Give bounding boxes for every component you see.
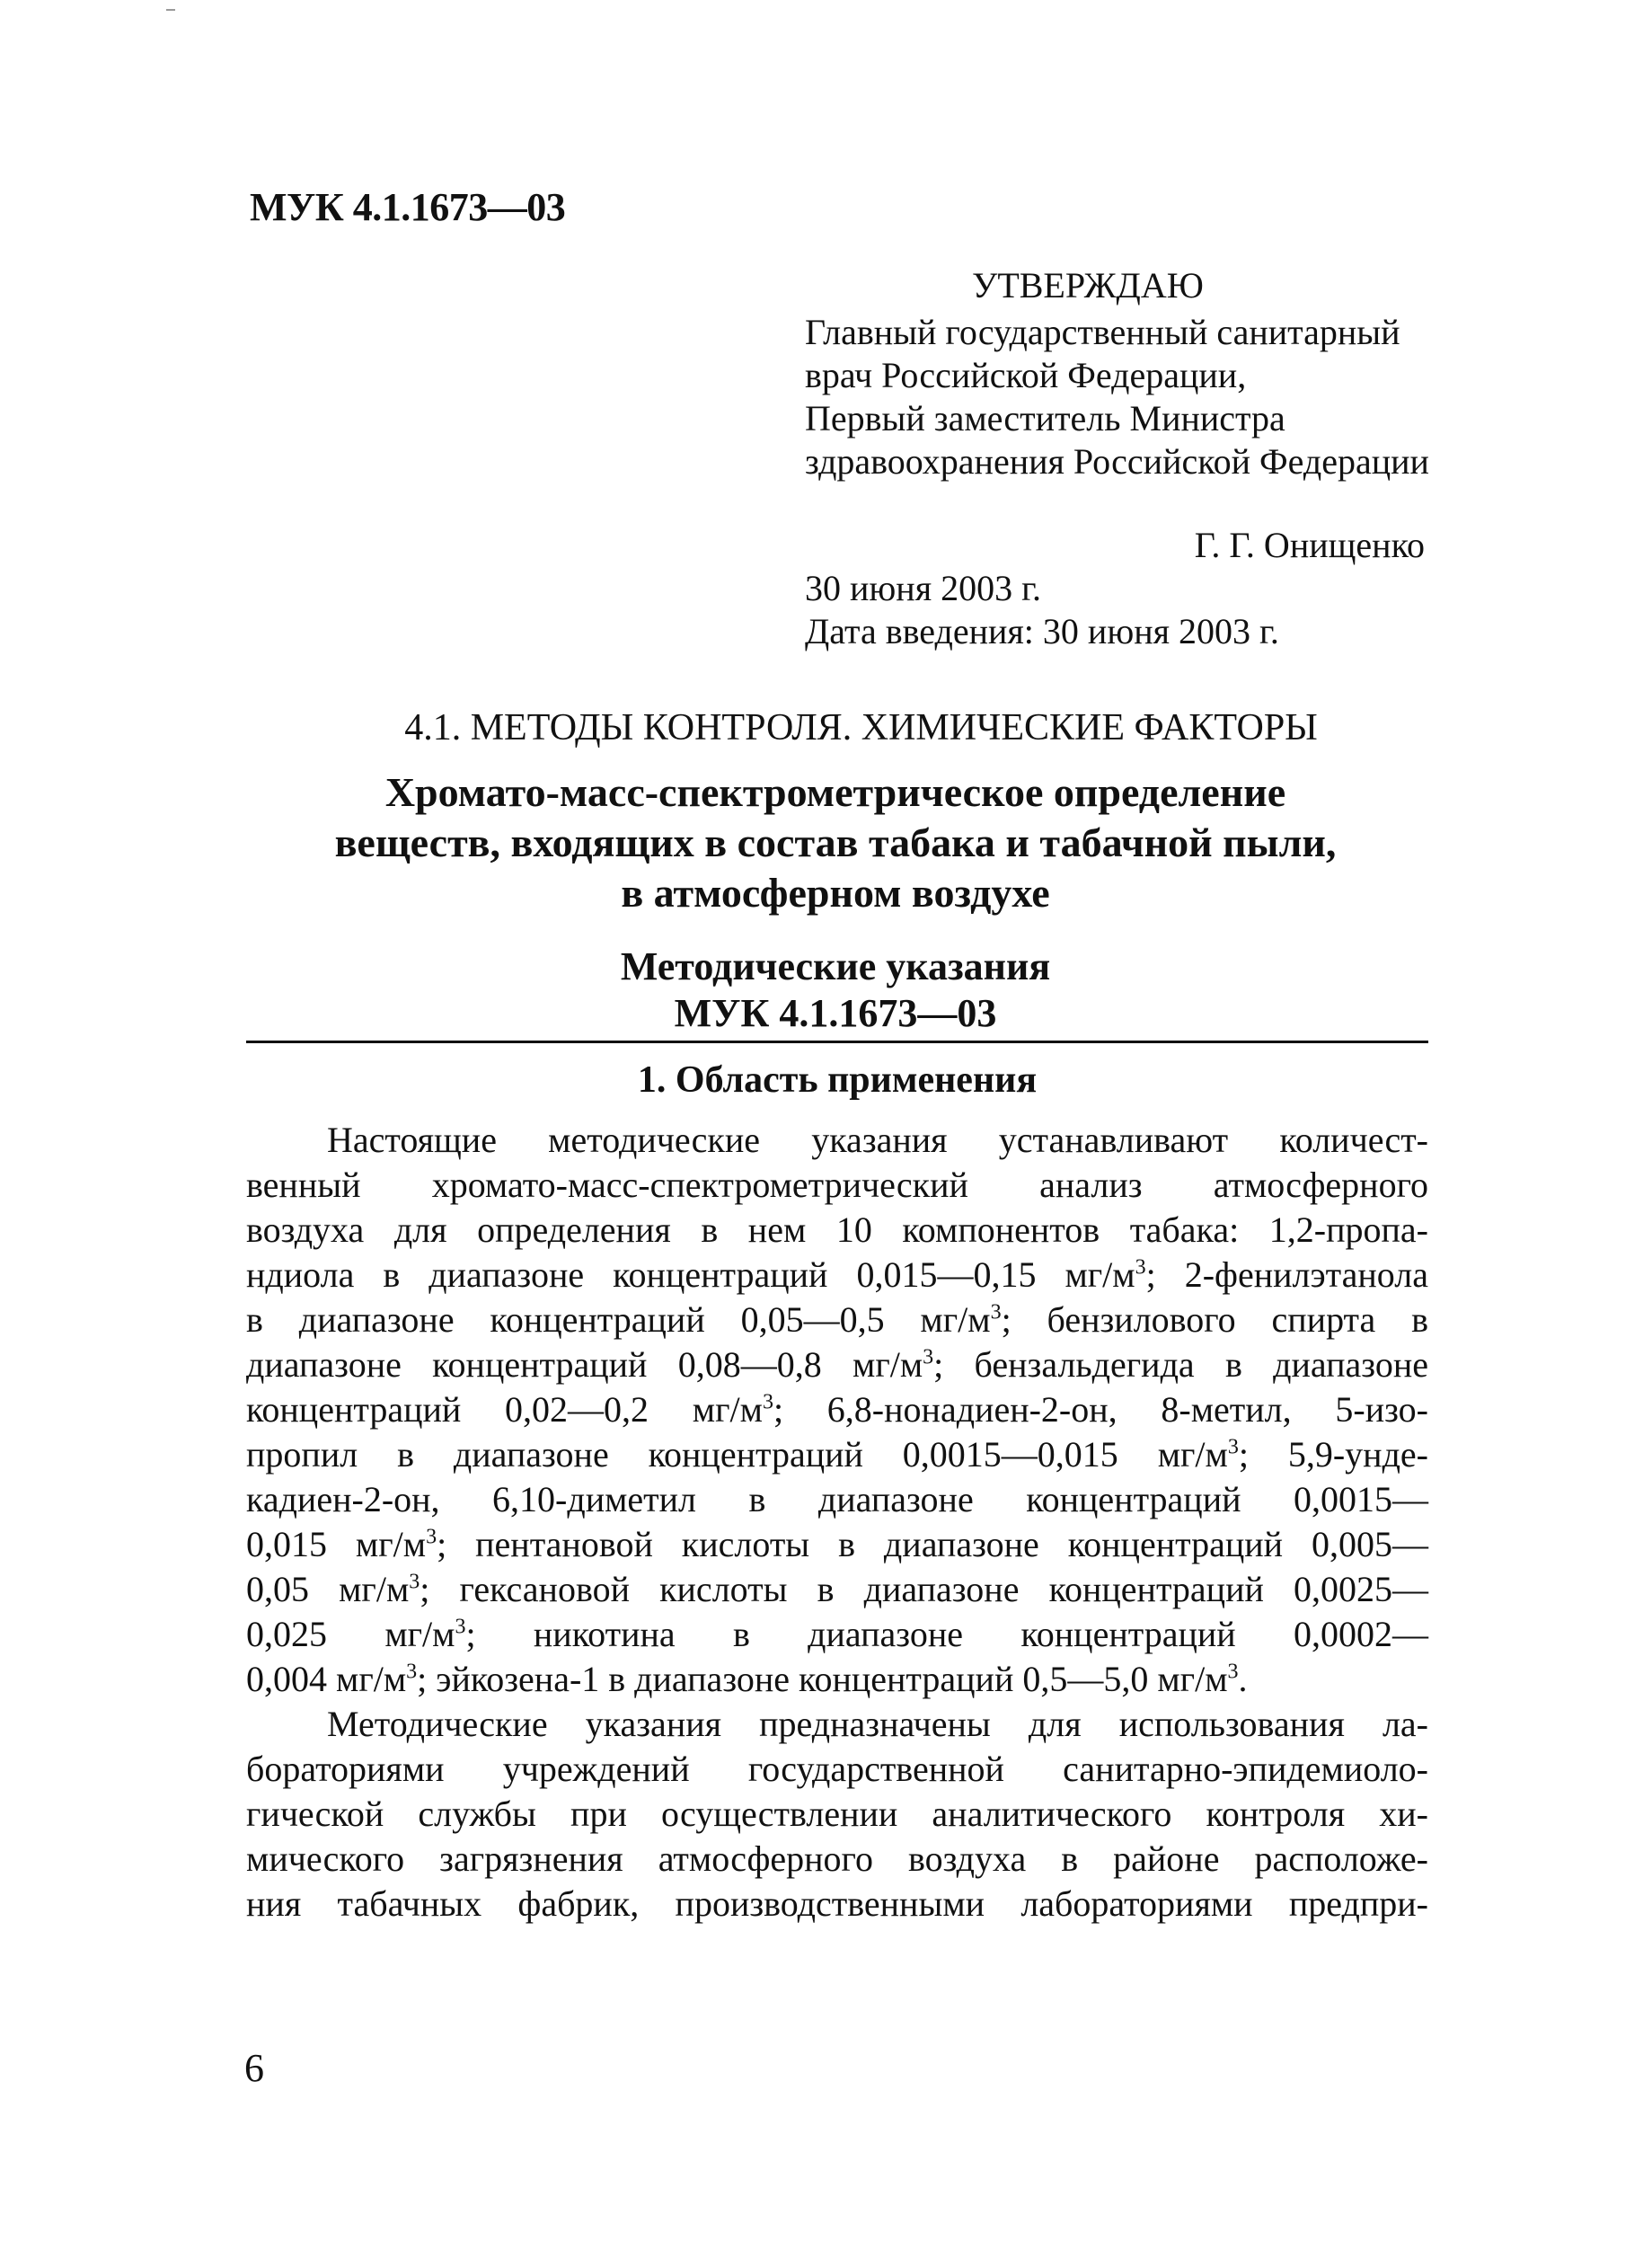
horizontal-rule — [246, 1041, 1428, 1043]
paragraph-line: бораториями учреждений государственной санитарно-эпидемиоло- — [246, 1749, 1428, 1789]
body-text — [246, 1118, 1428, 1927]
paragraph-line: в диапазоне концентраций 0,05—0,5 $мг/м^3$; бензилового спирта в — [246, 1299, 1429, 1340]
paragraph-line: мического загрязнения атмосферного воздуха в районе расположе- — [246, 1838, 1428, 1879]
approval-title: УТВЕРЖДАЮ — [972, 265, 1204, 306]
section-heading-text: 4.1. МЕТОДЫ КОНТРОЛЯ. ХИМИЧЕСКИЕ ФАКТОРЫ — [404, 707, 1318, 748]
paragraph-line: Настоящие методические указания устанавливают количест- — [327, 1120, 1428, 1160]
approval-position-line: здравоохранения Российской Федерации — [805, 441, 1429, 482]
paragraph-line: пропил в диапазоне концентраций 0,0015—0,015 $мг/м^3$; 5,9-унде- — [246, 1434, 1428, 1475]
approval-position-line: врач Российской Федерации, — [805, 355, 1247, 395]
paragraph-line: ния табачных фабрик, производственными лабораториями предпри- — [246, 1883, 1428, 1924]
subtitle-line: МУК 4.1.1673—03 — [674, 991, 997, 1035]
title-line: в атмосферном воздухе — [621, 870, 1050, 916]
section-heading — [0, 706, 1652, 749]
paragraph-line: диапазоне концентраций 0,08—0,8 $мг/м^3$; бензальдегида в диапазоне — [246, 1344, 1428, 1385]
paragraph-line: концентраций 0,02—0,2 $мг/м^3$; 6,8-нонадиен-2-он, 8-метил, 5-изо- — [246, 1389, 1428, 1430]
approval-block — [805, 264, 1434, 653]
paragraph-line: 0,025 $мг/м^3$; никотина в диапазоне концентраций 0,0002— — [246, 1614, 1428, 1654]
approval-date: 30 июня 2003 г. — [805, 568, 1041, 608]
page-number: 6 — [244, 2046, 264, 2090]
paragraph-line: воздуха для определения в нем 10 компонентов табака: 1,2-пропа- — [246, 1209, 1428, 1250]
approval-effective-date: Дата введения: 30 июня 2003 г. — [805, 611, 1279, 651]
chapter-heading: 1. Область применения — [637, 1059, 1038, 1101]
document-title — [234, 767, 1437, 918]
approval-signer: Г. Г. Онищенко — [1194, 525, 1425, 565]
paragraph-line: венный хромато-масс-спектрометрический анализ атмосферного — [246, 1165, 1428, 1205]
title-line: Хромато-масс-спектрометрическое определение — [384, 769, 1286, 815]
paragraph-line: гической службы при осуществлении аналитического контроля хи- — [246, 1794, 1428, 1834]
title-line: веществ, входящих в состав табака и табачной пыли, — [334, 819, 1337, 865]
paragraph-line: 0,004 $мг/м^3$; эйкозена-1 в диапазоне концентраций 0,5—5,0 $мг/м^3$. — [246, 1659, 1248, 1699]
paragraph-line: кадиен-2-он, 6,10-диметил в диапазоне концентраций 0,0015— — [246, 1479, 1428, 1519]
paragraph-line: 0,015 $мг/м^3$; пентановой кислоты в диапазоне концентраций 0,005— — [246, 1524, 1428, 1564]
approval-position-line: Главный государственный санитарный — [805, 312, 1400, 352]
paragraph-line: ндиола в диапазоне концентраций 0,015—0,15 $мг/м^3$; 2-фенилэтанола — [246, 1254, 1428, 1295]
approval-position-line: Первый заместитель Министра — [805, 398, 1285, 438]
document-subtitle — [234, 943, 1437, 1037]
subtitle-line: Методические указания — [620, 944, 1051, 988]
paragraph-line: Методические указания предназначены для использования ла- — [327, 1704, 1428, 1744]
paragraph-line: 0,05 $мг/м^3$; гексановой кислоты в диапазоне концентраций 0,0025— — [246, 1569, 1428, 1609]
document-code-header: МУК 4.1.1673—03 — [250, 185, 566, 229]
scan-speck — [166, 9, 175, 11]
